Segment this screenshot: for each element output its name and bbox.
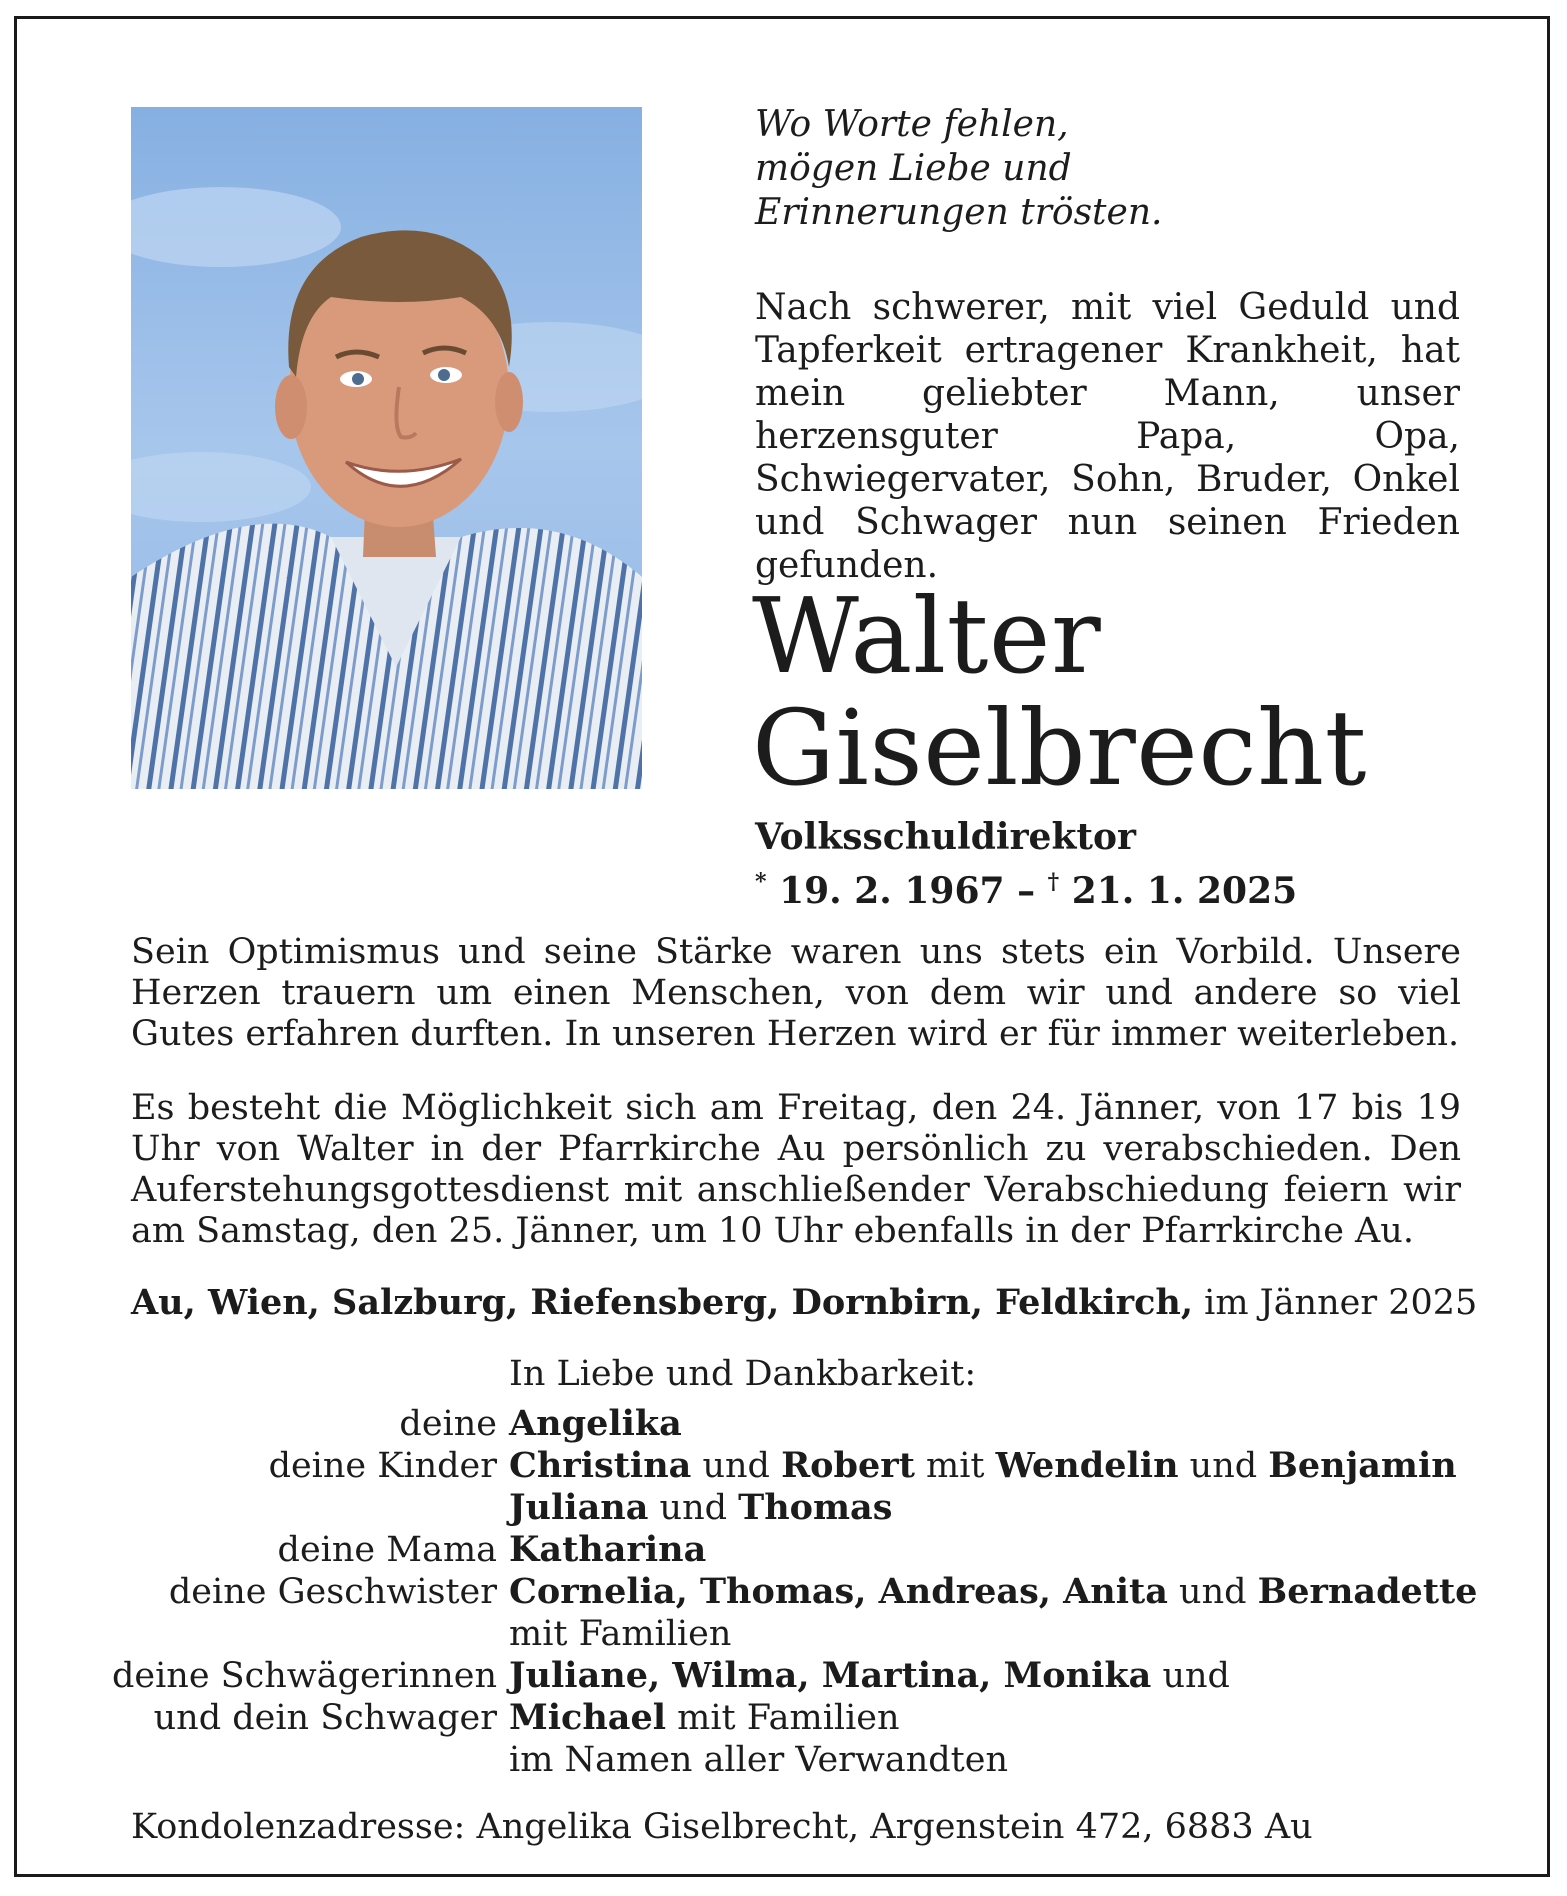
family-row xyxy=(100,1613,1500,1655)
family-members xyxy=(509,1529,1500,1571)
family-members xyxy=(509,1655,1500,1697)
family-member-name: Thomas xyxy=(738,1487,893,1528)
family-connector: mit xyxy=(914,1446,996,1486)
family-member-name: Michael xyxy=(509,1697,667,1738)
family-connector: und xyxy=(691,1446,782,1486)
family-row xyxy=(100,1487,1500,1529)
last-name: Giselbrecht xyxy=(752,687,1367,809)
family-row xyxy=(100,1655,1500,1697)
portrait-photo xyxy=(131,107,642,789)
places-cities: Au, Wien, Salzburg, Riefensberg, Dornbirn, Feldkirch, xyxy=(131,1282,1194,1323)
family-row xyxy=(100,1697,1500,1739)
family-members xyxy=(509,1739,1500,1781)
family-row xyxy=(100,1739,1500,1781)
family-connector: mit Familien xyxy=(509,1614,732,1654)
birth-symbol: * xyxy=(755,869,767,895)
family-members xyxy=(509,1487,1500,1529)
family-relation xyxy=(100,1613,509,1655)
family-members xyxy=(509,1613,1500,1655)
motto xyxy=(755,103,1162,235)
family-relation: deine xyxy=(399,1404,497,1444)
family-row xyxy=(100,1445,1500,1487)
family-members xyxy=(509,1445,1500,1487)
family-relation xyxy=(100,1739,509,1781)
family-member-name: Cornelia, Thomas, Andreas, Anita xyxy=(509,1571,1168,1612)
intro-text: Nach schwerer, mit viel Geduld und Tapferkeit ertragener Krankheit, hat mein geliebter Mann, unser herzensguter Papa, Opa, Schwiegervater, Sohn, Bruder, Onkel und Schwager nun seinen Frieden gefunden. xyxy=(755,287,1460,586)
family-member-name: Bernadette xyxy=(1257,1571,1478,1612)
death-symbol: † xyxy=(1047,869,1060,895)
family-member-name: Juliana xyxy=(509,1487,649,1528)
motto-line-2: mögen Liebe und xyxy=(755,148,1072,189)
portrait-illustration xyxy=(131,107,642,789)
family-relation xyxy=(100,1487,509,1529)
family-member-name: Robert xyxy=(781,1445,915,1486)
family-member-name: Katharina xyxy=(509,1529,707,1570)
family-row xyxy=(100,1403,1500,1445)
places-line xyxy=(131,1281,1477,1325)
birth-date: 19. 2. 1967 xyxy=(779,870,1005,912)
family-member-name: Angelika xyxy=(509,1403,682,1444)
family-connector: und xyxy=(1151,1656,1230,1696)
family-list xyxy=(100,1403,1500,1781)
family-members xyxy=(509,1403,1500,1445)
family-connector: mit Familien xyxy=(666,1698,900,1738)
first-name: Walter xyxy=(752,575,1102,697)
family-relation: deine Schwägerinnen xyxy=(111,1656,497,1696)
date-separator: – xyxy=(1004,870,1048,912)
family-connector: und xyxy=(1178,1446,1269,1486)
tribute-paragraph: Sein Optimismus und seine Stärke waren uns stets ein Vorbild. Unsere Herzen trauern um einen Menschen, von dem wir und andere so viel Gutes erfahren durften. In unseren Herzen wird er für immer weiterleben. xyxy=(131,932,1461,1054)
family-member-name: Christina xyxy=(509,1445,692,1486)
places-date: im Jänner 2025 xyxy=(1193,1283,1478,1323)
family-row xyxy=(100,1571,1500,1613)
family-member-name: Wendelin xyxy=(995,1445,1179,1486)
family-members xyxy=(509,1697,1500,1739)
family-row xyxy=(100,1529,1500,1571)
family-members xyxy=(509,1571,1500,1613)
family-relation: deine Kinder xyxy=(268,1446,497,1486)
family-member-name: Benjamin xyxy=(1268,1445,1457,1486)
life-dates xyxy=(755,860,1297,913)
motto-line-1: Wo Worte fehlen, xyxy=(755,104,1069,145)
thanks-line: In Liebe und Dankbarkeit: xyxy=(509,1354,977,1394)
family-connector: im Namen aller Verwandten xyxy=(509,1740,1008,1780)
family-relation: deine Mama xyxy=(277,1530,497,1570)
family-relation: deine Geschwister xyxy=(168,1572,497,1612)
family-relation: und dein Schwager xyxy=(153,1698,497,1738)
deceased-name xyxy=(752,575,1367,809)
family-member-name: Juliane, Wilma, Martina, Monika xyxy=(509,1655,1152,1696)
family-connector: und xyxy=(648,1488,739,1528)
profession: Volksschuldirektor xyxy=(755,816,1137,858)
condolence-address: Kondolenzadresse: Angelika Giselbrecht, Argenstein 472, 6883 Au xyxy=(131,1807,1313,1847)
family-connector: und xyxy=(1167,1572,1258,1612)
motto-line-3: Erinnerungen trösten. xyxy=(755,192,1163,233)
death-date: 21. 1. 2025 xyxy=(1071,870,1298,912)
farewell-paragraph: Es besteht die Möglichkeit sich am Freitag, den 24. Jänner, von 17 bis 19 Uhr von Walter in der Pfarrkirche Au persönlich zu verabschieden. Den Auferstehungsgottesdienst mit anschließender Verabschiedung feiern wir am Samstag, den 25. Jänner, um 10 Uhr ebenfalls in der Pfarrkirche Au. xyxy=(131,1088,1461,1251)
